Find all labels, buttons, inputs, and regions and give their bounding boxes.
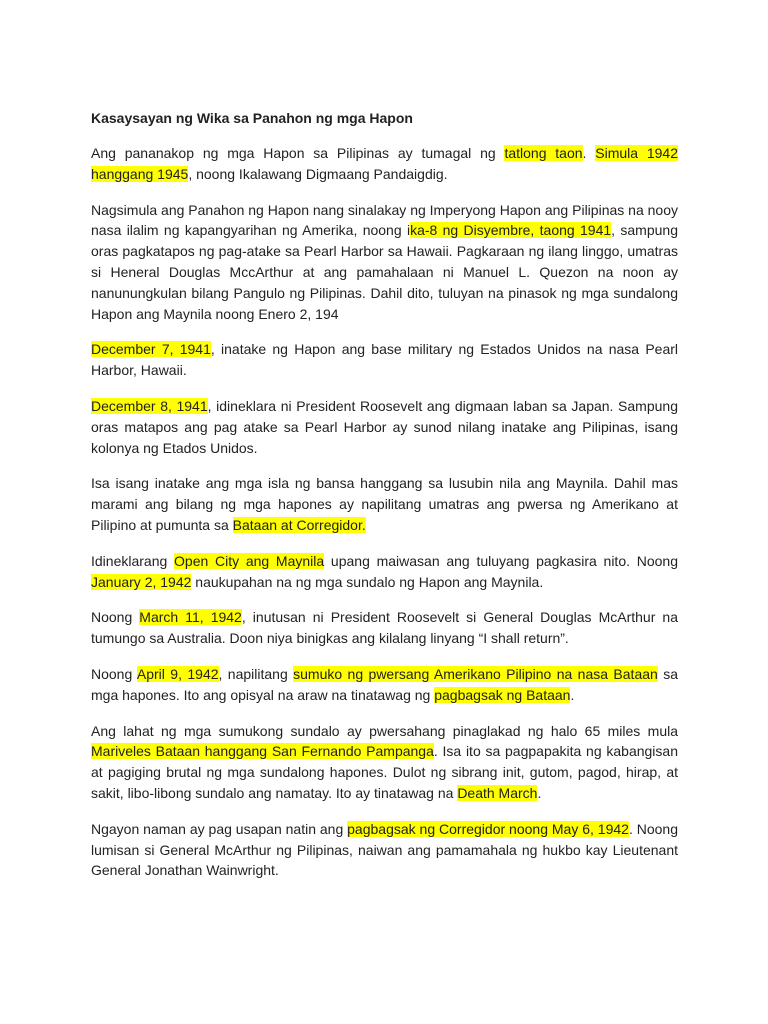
highlighted-text: pagbagsak ng Bataan (434, 686, 571, 703)
highlighted-text: Death March (457, 784, 538, 801)
text-segment: Isa isang inatake ang mga isla ng bansa hanggang sa lusubin nila ang Maynila. Dahil mas marami ang bilang ng mga hapones ay napilitang umatras ang pwersa ng Amerikano at Pilipino at pumunta sa (91, 475, 678, 533)
highlighted-text: January 2, 1942 (91, 573, 192, 590)
paragraph (91, 473, 678, 535)
document-title: Kasaysayan ng Wika sa Panahon ng mga Hapon (91, 110, 413, 126)
highlighted-text: Bataan at Corregidor. (232, 516, 366, 533)
paragraph (91, 143, 678, 185)
text-segment: , noong Ikalawang Digmaang Pandaigdig. (188, 165, 448, 182)
text-segment: Ang pananakop ng mga Hapon sa Pilipinas ay tumagal ng (91, 145, 505, 161)
highlighted-text: Mariveles Bataan hanggang San Fernando Pampanga (91, 743, 434, 760)
text-segment: Nagsimula ang Panahon ng Hapon nang sinalakay ng Imperyong Hapon ang Pilipinas na nooy nasa ilalim ng kapangyarihan ng Amerika, noong i (91, 201, 678, 239)
text-segment: . Noong lumisan si General McArthur ng Pilipinas, naiwan ang pamamahala ng hukbo kay Lieutenant General Jonathan Wainwright. (91, 820, 678, 879)
text-segment: , sampung oras pagkatapos ng pag-atake sa Pearl Harbor sa Hawaii. Pagkaraan ng ilang linggo, umatras si Heneral Douglas MccArthur at ang pamahalaan ni Manuel L. Quezon na noon ay nanunungkulan bilang Pangulo ng Pilipinas. Dahil dito, tuluyan na pinasok ng mga sundalong Hapon ang Maynila noong Enero 2, 194 (91, 222, 678, 322)
highlighted-text: December 8, 1941 (91, 397, 208, 414)
text-segment: , napilitang (218, 665, 294, 682)
highlighted-text: April 9, 1942 (136, 665, 219, 682)
paragraph (91, 339, 678, 381)
text-segment: . Isa ito sa pagpapakita ng kabangisan at pagiging brutal ng mga sundalong hapones. Dulot ng sibrang init, gutom, pagod, hirap, at sakit, libo-libong sundalo ang namatay. Ito ay tinatawag na (91, 743, 678, 801)
text-segment: . (537, 784, 542, 801)
paragraph (91, 664, 678, 706)
paragraph (91, 607, 678, 649)
highlighted-text: March 11, 1942 (139, 609, 242, 626)
text-segment: upang maiwasan ang tuluyang pagkasira nito. Noong (324, 552, 678, 569)
paragraph (91, 200, 678, 325)
highlighted-text: December 7, 1941 (91, 341, 211, 358)
paragraph (91, 819, 678, 881)
text-segment: Idineklarang (91, 552, 175, 569)
document-body (91, 143, 678, 881)
paragraph (91, 551, 678, 593)
text-segment: . (582, 145, 596, 161)
highlighted-text: pagbagsak ng Corregidor noong May 6, 1942 (347, 820, 629, 837)
highlighted-text: ka-8 ng Disyembre, taong 1941 (410, 222, 612, 239)
text-segment: Ngayon naman ay pag usapan natin ang (91, 820, 348, 837)
paragraph (91, 721, 678, 804)
text-segment: , idineklara ni President Roosevelt ang digmaan laban sa Japan. Sampung oras matapos ang pag atake sa Pearl Harbor ay sunod nilang inatake ang Pilipinas, isang kolonya ng Etados Unidos. (91, 397, 678, 456)
highlighted-text: sumuko ng pwersang Amerikano Pilipino na nasa Bataan (293, 665, 658, 682)
text-segment: . (570, 686, 575, 703)
highlighted-text: Simula 1942 hanggang 1945 (91, 145, 678, 182)
highlighted-text: tatlong taon (504, 145, 583, 161)
text-segment: naukupahan na ng mga sundalo ng Hapon ang Maynila. (191, 573, 544, 590)
text-segment: , inatake ng Hapon ang base military ng Estados Unidos na nasa Pearl Harbor, Hawaii. (91, 341, 679, 379)
text-segment: , inutusan ni President Roosevelt si General Douglas McArthur na tumungo sa Australia. Doon niya binigkas ang kilalang linyang “I shall return”. (91, 609, 678, 647)
document-page (91, 108, 678, 896)
text-segment: Noong (91, 665, 137, 682)
highlighted-text: Open City ang Maynila (174, 552, 325, 569)
text-segment: Noong (91, 609, 140, 626)
text-segment: Ang lahat ng mga sumukong sundalo ay pwersahang pinaglakad ng halo 65 miles mula (91, 722, 678, 739)
text-segment: sa mga hapones. Ito ang opisyal na araw na tinatawag ng (91, 665, 678, 703)
paragraph (91, 396, 678, 458)
